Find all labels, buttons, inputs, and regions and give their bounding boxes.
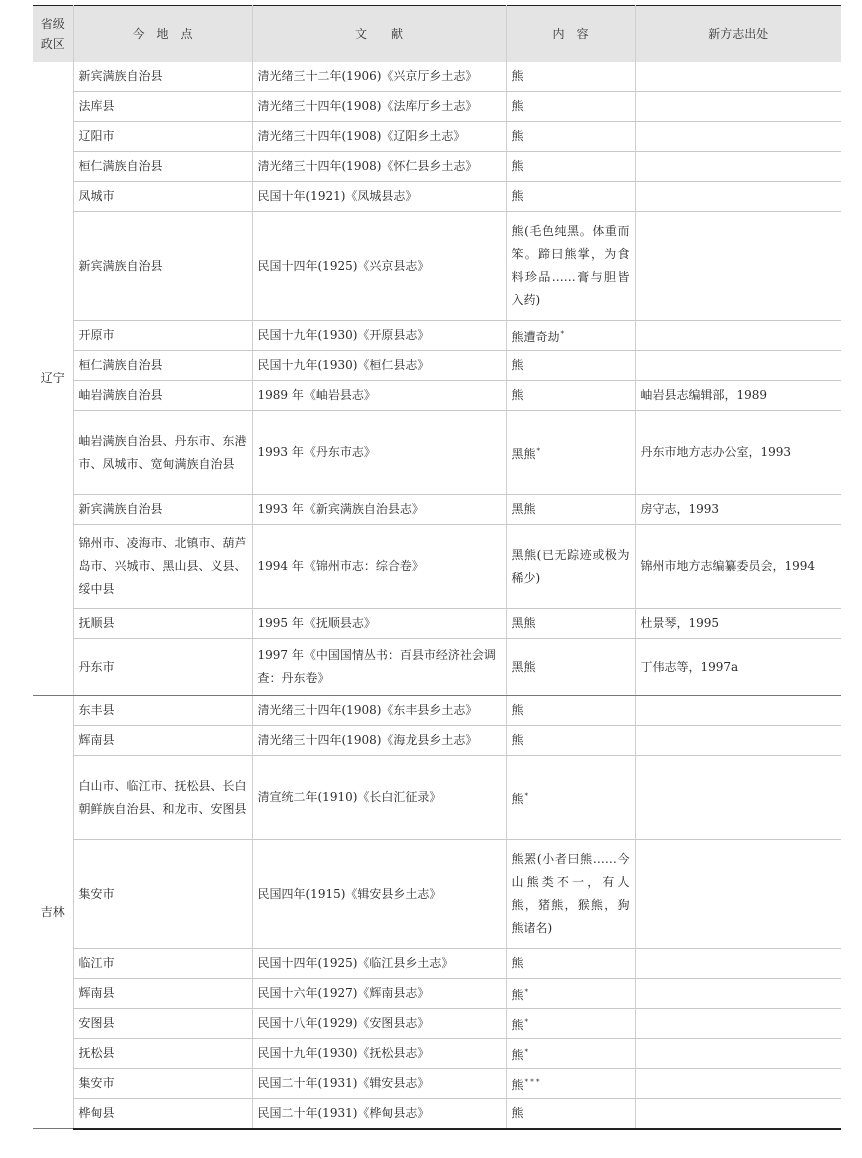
doc-text: 1997 年《中国国情丛书：百县市经济社会调查：丹东卷》 <box>257 648 496 685</box>
place-text: 桦甸县 <box>78 1105 115 1120</box>
place-cell <box>73 92 252 122</box>
content-text: 熊罴(小者曰熊……今山熊类不一，有人熊，猪熊，猴熊，狗熊诸名) <box>511 852 630 935</box>
source-cell <box>635 1069 841 1099</box>
doc-text: 民国十八年(1929)《安图县志》 <box>257 1016 430 1030</box>
source-cell <box>635 525 841 609</box>
content-cell <box>506 1099 635 1129</box>
place-cell <box>73 1099 252 1129</box>
place-cell <box>73 152 252 182</box>
table-row <box>33 1099 841 1129</box>
header-place: 今 地 点 <box>73 6 252 62</box>
table-row <box>33 726 841 756</box>
source-cell <box>635 212 841 321</box>
table-row <box>33 949 841 979</box>
content-text: 熊(毛色纯黑。体重而笨。蹄曰熊掌，为食料珍品……膏与胆皆入药) <box>511 224 630 307</box>
content-cell <box>506 152 635 182</box>
content-cell <box>506 1009 635 1039</box>
table-row <box>33 979 841 1009</box>
source-cell <box>635 756 841 840</box>
place-text: 抚松县 <box>78 1046 115 1060</box>
province-cell: 吉林 <box>33 696 73 1129</box>
content-text: 熊 <box>511 733 524 747</box>
footnote-mark: * <box>524 1047 529 1056</box>
place-cell <box>73 62 252 92</box>
place-text: 锦州市、凌海市、北镇市、葫芦岛市、兴城市、黑山县、义县、绥中县 <box>78 536 247 596</box>
header-content: 内 容 <box>506 6 635 62</box>
footnote-mark: * <box>524 987 529 996</box>
province-cell: 辽宁 <box>33 62 73 696</box>
table-row <box>33 1069 841 1099</box>
content-text: 熊遭奇劫 <box>511 329 560 344</box>
doc-cell <box>252 495 506 525</box>
place-text: 白山市、临江市、抚松县、长白朝鲜族自治县、和龙市、安图县 <box>78 778 247 816</box>
doc-text: 民国十四年(1925)《临江县乡土志》 <box>257 956 454 970</box>
place-text: 辉南县 <box>78 986 115 1000</box>
doc-text: 清光绪三十二年(1906)《兴京厅乡土志》 <box>257 68 478 83</box>
content-text: 黑熊(已无踪迹或极为稀少) <box>511 547 630 585</box>
place-cell <box>73 726 252 756</box>
doc-text: 民国十年(1921)《凤城县志》 <box>257 189 418 203</box>
source-cell <box>635 639 841 696</box>
doc-text: 1993 年《丹东市志》 <box>257 445 376 459</box>
source-cell <box>635 949 841 979</box>
place-text: 岫岩满族自治县 <box>78 388 163 402</box>
table-row <box>33 1039 841 1069</box>
content-cell <box>506 696 635 726</box>
source-cell <box>635 152 841 182</box>
place-text: 岫岩满族自治县、丹东市、东港市、凤城市、宽甸满族自治县 <box>78 433 247 471</box>
content-cell <box>506 212 635 321</box>
content-cell <box>506 182 635 212</box>
content-text: 熊 <box>511 68 524 83</box>
doc-text: 清光绪三十四年(1908)《东丰县乡土志》 <box>257 703 478 717</box>
table-row <box>33 351 841 381</box>
source-cell <box>635 495 841 525</box>
place-cell <box>73 979 252 1009</box>
doc-cell <box>252 411 506 495</box>
doc-text: 清光绪三十四年(1908)《海龙县乡土志》 <box>257 733 478 747</box>
doc-text: 民国十九年(1930)《开原县志》 <box>257 328 430 342</box>
source-cell <box>635 696 841 726</box>
table-row <box>33 212 841 321</box>
table-row <box>33 840 841 949</box>
doc-text: 1989 年《岫岩县志》 <box>257 388 376 402</box>
content-cell <box>506 122 635 152</box>
doc-cell <box>252 756 506 840</box>
content-text: 熊 <box>511 987 524 1002</box>
footnote-mark: * <box>524 791 529 800</box>
doc-cell <box>252 1009 506 1039</box>
footnote-mark: * * * <box>524 1077 540 1086</box>
source-cell <box>635 411 841 495</box>
content-text: 熊 <box>511 956 524 970</box>
table-row <box>33 152 841 182</box>
place-cell <box>73 495 252 525</box>
content-cell <box>506 92 635 122</box>
place-cell <box>73 212 252 321</box>
content-text: 熊 <box>511 1047 524 1062</box>
content-cell <box>506 1039 635 1069</box>
place-cell <box>73 1009 252 1039</box>
place-cell <box>73 696 252 726</box>
doc-text: 清宣统二年(1910)《长白汇征录》 <box>257 790 442 804</box>
source-cell <box>635 726 841 756</box>
source-text: 房守志，1993 <box>640 502 720 516</box>
content-cell <box>506 726 635 756</box>
doc-cell <box>252 840 506 949</box>
table-row <box>33 639 841 696</box>
place-text: 丹东市 <box>78 659 115 674</box>
doc-cell <box>252 949 506 979</box>
table-row <box>33 696 841 726</box>
content-text: 熊 <box>511 358 524 372</box>
place-cell <box>73 756 252 840</box>
content-text: 熊 <box>511 1017 524 1032</box>
content-text: 黑熊 <box>511 502 536 516</box>
doc-cell <box>252 525 506 609</box>
source-text: 锦州市地方志编纂委员会，1994 <box>640 559 816 573</box>
place-text: 新宾满族自治县 <box>78 258 163 273</box>
header-row <box>33 6 841 62</box>
table-row <box>33 1009 841 1039</box>
content-text: 熊 <box>511 189 524 203</box>
table-row <box>33 182 841 212</box>
doc-cell <box>252 726 506 756</box>
doc-text: 民国十六年(1927)《辉南县志》 <box>257 986 430 1000</box>
header-source: 新方志出处 <box>635 6 841 62</box>
place-text: 新宾满族自治县 <box>78 502 163 516</box>
doc-cell <box>252 62 506 92</box>
content-cell <box>506 979 635 1009</box>
footnote-mark: * <box>524 1017 529 1026</box>
place-text: 辽阳市 <box>78 129 115 143</box>
doc-text: 清光绪三十四年(1908)《怀仁县乡土志》 <box>257 159 478 173</box>
place-text: 集安市 <box>78 1076 115 1090</box>
doc-text: 1994 年《锦州市志：综合卷》 <box>257 559 424 573</box>
place-text: 桓仁满族自治县 <box>78 159 163 173</box>
doc-cell <box>252 212 506 321</box>
place-cell <box>73 639 252 696</box>
place-text: 抚顺县 <box>78 616 115 630</box>
gazetteer-table <box>33 5 841 1130</box>
doc-cell <box>252 351 506 381</box>
doc-cell <box>252 696 506 726</box>
table-row <box>33 321 841 351</box>
content-cell <box>506 639 635 696</box>
doc-cell <box>252 122 506 152</box>
place-cell <box>73 949 252 979</box>
table-row <box>33 62 841 92</box>
source-cell <box>635 1099 841 1129</box>
doc-text: 民国二十年(1931)《辑安县志》 <box>257 1076 430 1090</box>
place-cell <box>73 182 252 212</box>
content-text: 熊 <box>511 1077 524 1092</box>
place-text: 临江市 <box>78 956 115 970</box>
doc-cell <box>252 639 506 696</box>
content-cell <box>506 351 635 381</box>
source-cell <box>635 1009 841 1039</box>
doc-cell <box>252 92 506 122</box>
content-cell <box>506 1069 635 1099</box>
doc-text: 民国二十年(1931)《桦甸县志》 <box>257 1105 430 1120</box>
content-text: 熊 <box>511 791 524 806</box>
place-text: 桓仁满族自治县 <box>78 358 163 372</box>
source-cell <box>635 351 841 381</box>
content-cell <box>506 609 635 639</box>
source-text: 丹东市地方志办公室，1993 <box>640 445 792 459</box>
content-cell <box>506 525 635 609</box>
source-cell <box>635 840 841 949</box>
content-text: 熊 <box>511 99 524 113</box>
place-text: 新宾满族自治县 <box>78 68 163 83</box>
table-row <box>33 122 841 152</box>
table-row <box>33 525 841 609</box>
doc-cell <box>252 1069 506 1099</box>
content-cell <box>506 949 635 979</box>
content-text: 熊 <box>511 703 524 717</box>
header-province: 省级 政区 <box>40 16 65 51</box>
content-text: 黑熊 <box>511 616 536 630</box>
place-cell <box>73 381 252 411</box>
footnote-mark: * <box>560 329 565 338</box>
content-text: 熊 <box>511 1105 524 1120</box>
content-text: 熊 <box>511 129 524 143</box>
content-cell <box>506 62 635 92</box>
place-cell <box>73 321 252 351</box>
doc-text: 1995 年《抚顺县志》 <box>257 616 376 630</box>
doc-text: 民国十九年(1930)《抚松县志》 <box>257 1046 430 1060</box>
source-cell <box>635 1039 841 1069</box>
place-text: 集安市 <box>78 886 115 901</box>
content-cell <box>506 411 635 495</box>
doc-text: 1993 年《新宾满族自治县志》 <box>257 502 424 516</box>
table-row <box>33 381 841 411</box>
table-row <box>33 495 841 525</box>
place-text: 东丰县 <box>78 703 115 717</box>
source-cell <box>635 122 841 152</box>
place-cell <box>73 122 252 152</box>
content-text: 熊 <box>511 388 524 402</box>
place-cell <box>73 411 252 495</box>
content-cell <box>506 840 635 949</box>
header-document: 文 献 <box>252 6 506 62</box>
table-body <box>33 62 841 1129</box>
place-text: 凤城市 <box>78 189 115 203</box>
content-text: 黑熊 <box>511 659 536 674</box>
place-text: 安图县 <box>78 1016 115 1030</box>
source-cell <box>635 609 841 639</box>
content-cell <box>506 495 635 525</box>
place-cell <box>73 1069 252 1099</box>
doc-cell <box>252 609 506 639</box>
source-text: 杜景琴，1995 <box>640 616 720 630</box>
doc-text: 民国十九年(1930)《桓仁县志》 <box>257 358 430 372</box>
source-cell <box>635 182 841 212</box>
source-text: 丁伟志等，1997a <box>640 659 739 674</box>
doc-text: 清光绪三十四年(1908)《辽阳乡土志》 <box>257 129 466 143</box>
doc-text: 清光绪三十四年(1908)《法库厅乡土志》 <box>257 99 478 113</box>
source-cell <box>635 62 841 92</box>
place-text: 辉南县 <box>78 733 115 747</box>
place-cell <box>73 840 252 949</box>
source-text: 岫岩县志编辑部，1989 <box>640 388 768 402</box>
content-text: 黑熊 <box>511 446 536 461</box>
doc-cell <box>252 979 506 1009</box>
source-cell <box>635 979 841 1009</box>
footnote-mark: * <box>536 446 541 455</box>
table-row <box>33 411 841 495</box>
table-row <box>33 92 841 122</box>
doc-cell <box>252 182 506 212</box>
doc-cell <box>252 1099 506 1129</box>
doc-cell <box>252 381 506 411</box>
doc-text: 民国四年(1915)《辑安县乡土志》 <box>257 886 442 901</box>
place-text: 开原市 <box>78 328 115 342</box>
table-row <box>33 756 841 840</box>
place-cell <box>73 1039 252 1069</box>
table-row <box>33 609 841 639</box>
place-cell <box>73 609 252 639</box>
content-cell <box>506 321 635 351</box>
place-cell <box>73 525 252 609</box>
doc-text: 民国十四年(1925)《兴京县志》 <box>257 258 430 273</box>
source-cell <box>635 381 841 411</box>
place-cell <box>73 351 252 381</box>
content-cell <box>506 756 635 840</box>
content-text: 熊 <box>511 159 524 173</box>
place-text: 法库县 <box>78 99 115 113</box>
source-cell <box>635 321 841 351</box>
source-cell <box>635 92 841 122</box>
doc-cell <box>252 1039 506 1069</box>
doc-cell <box>252 152 506 182</box>
doc-cell <box>252 321 506 351</box>
content-cell <box>506 381 635 411</box>
